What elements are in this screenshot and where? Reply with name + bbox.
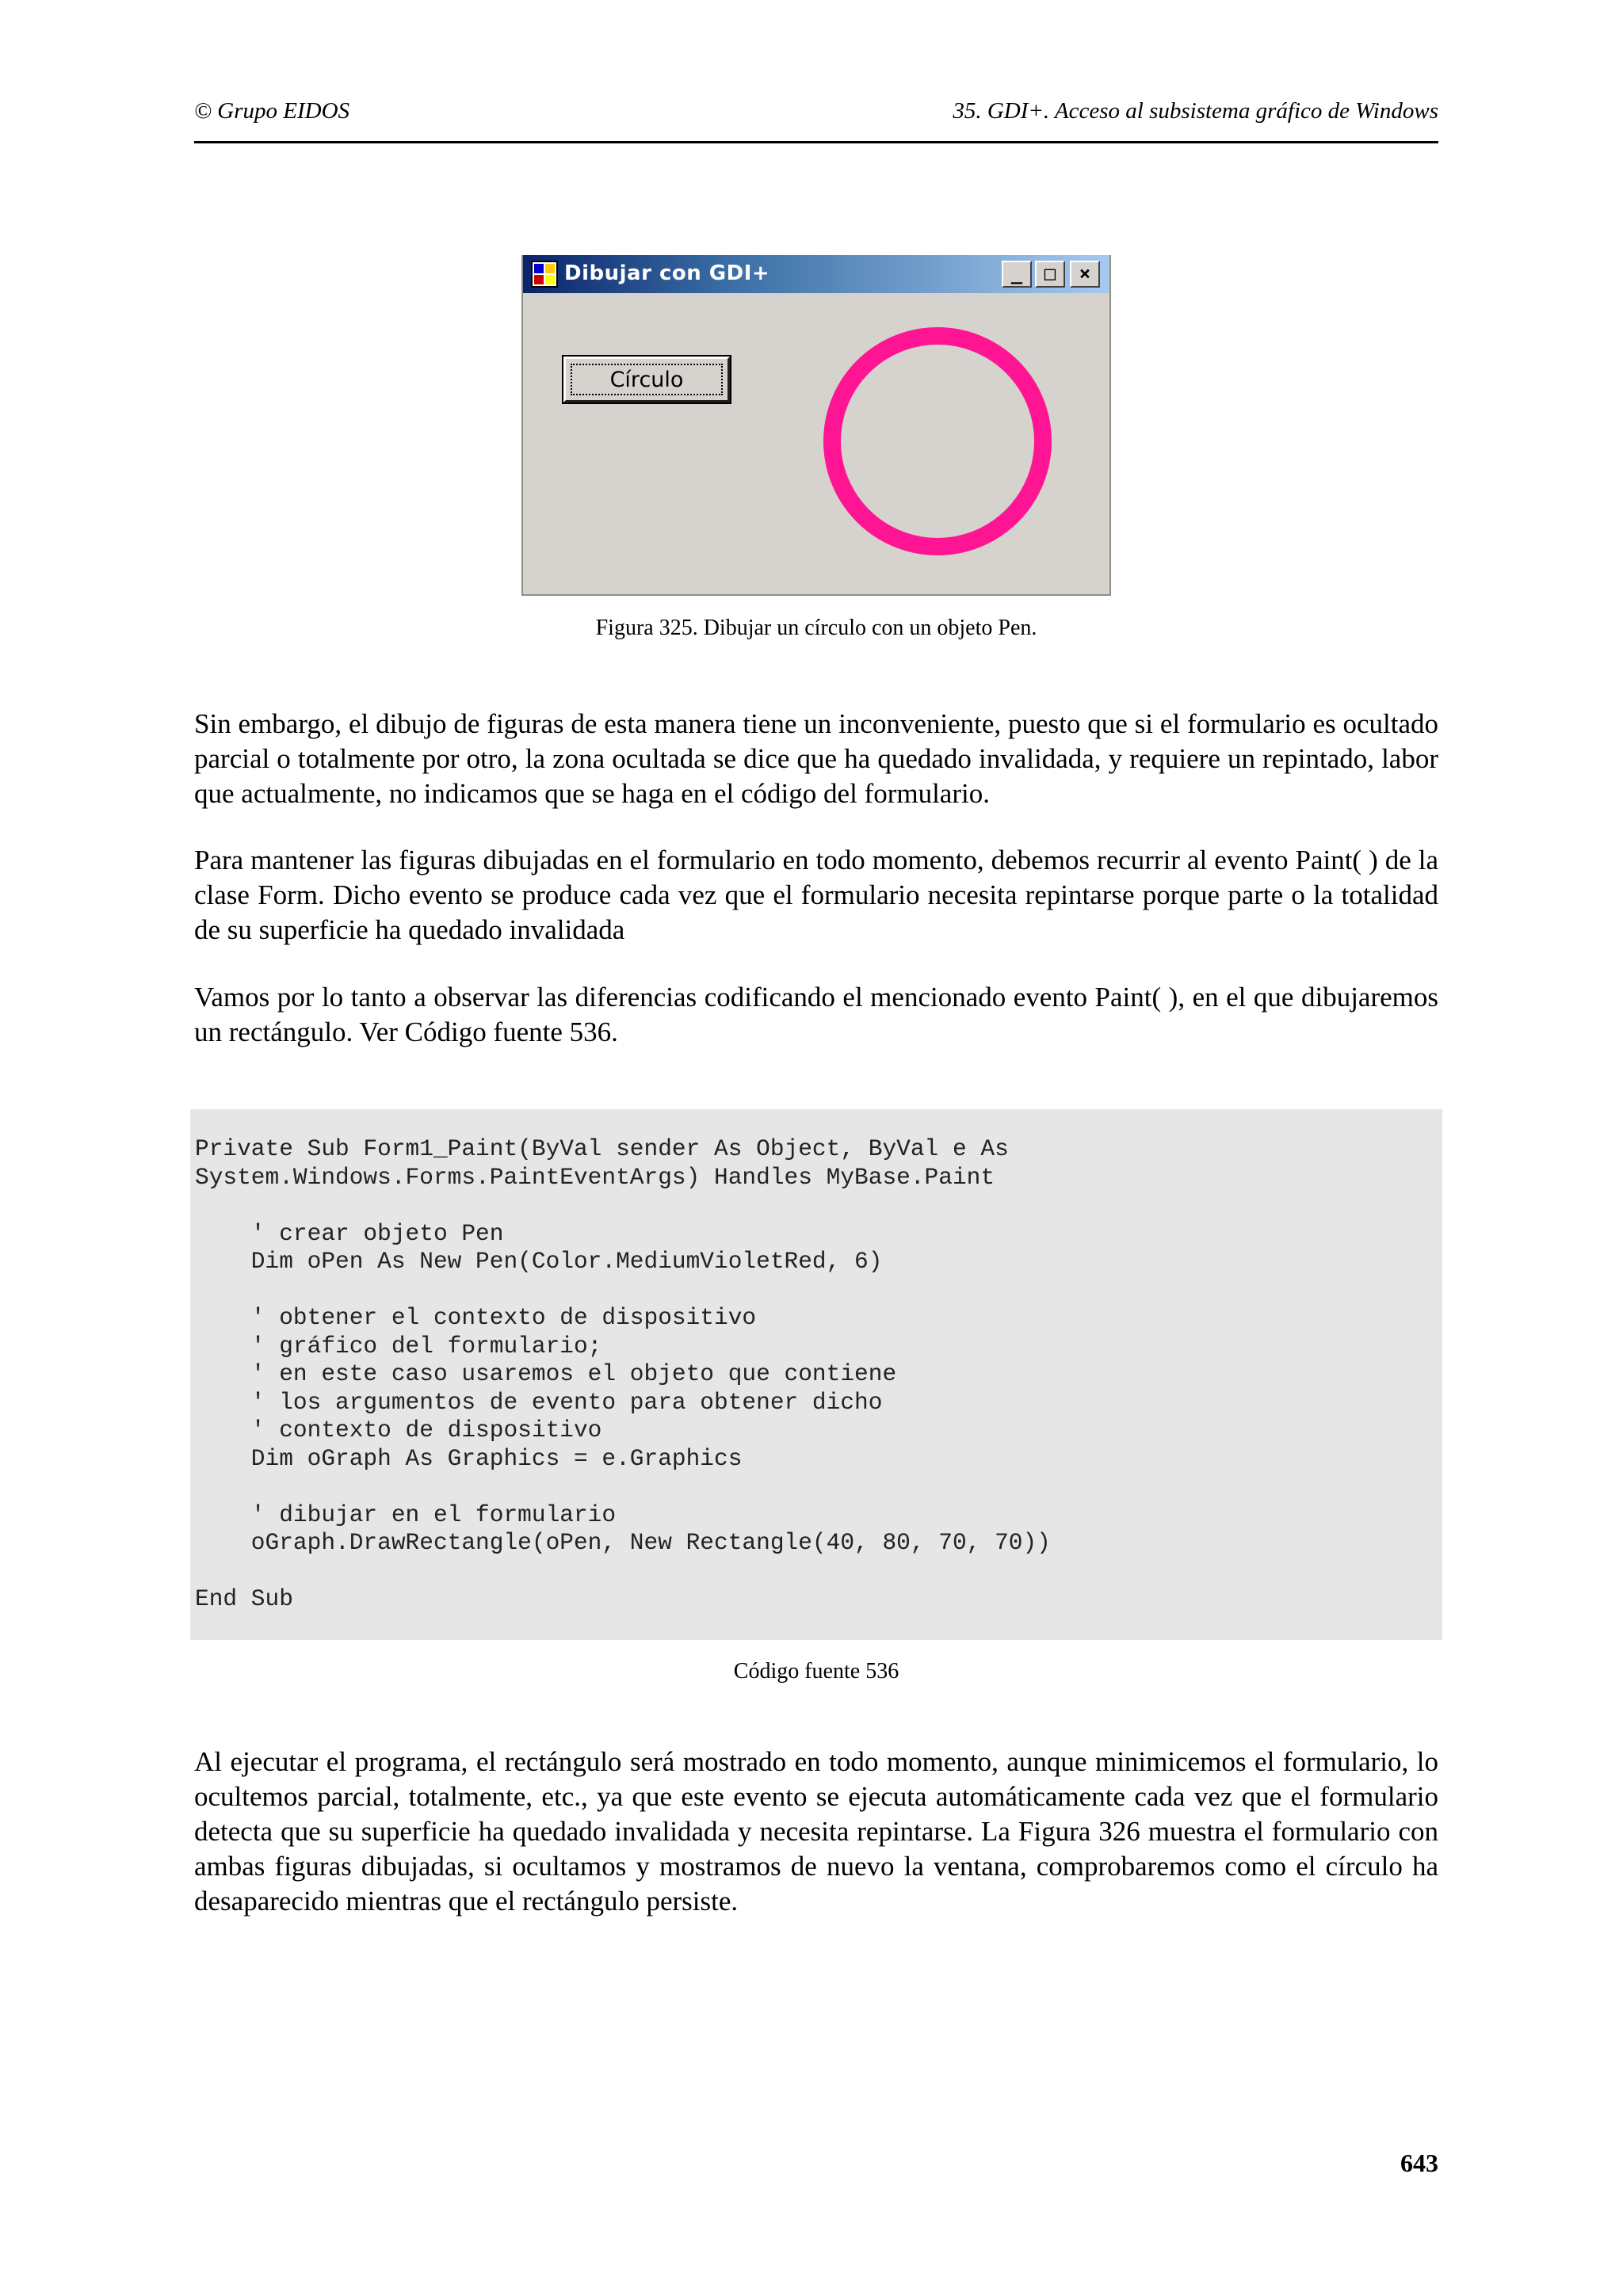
paragraph-1: Sin embargo, el dibujo de figuras de esta manera tiene un inconveniente, puesto que si el formulario es ocultado parcial o totalmente por otro, la zona ocultada se dice que ha quedado invalidada, y requiere un repintado, labor que actualmente, no indicamos que se haga en el código del formulario. <box>194 708 1438 809</box>
code-line: ' dibujar en el formulario <box>195 1501 617 1528</box>
code-caption: Código fuente 536 <box>733 1659 899 1684</box>
drawn-circle-canvas <box>523 255 1111 596</box>
drawn-circle <box>832 336 1043 547</box>
page-number: 643 <box>1400 2149 1438 2177</box>
code-listing <box>190 1109 1442 1640</box>
paragraph-3: Vamos por lo tanto a observar las diferencias codificando el mencionado evento Paint( ), en el que dibujaremos un rectángulo. Ver Código fuente 536. <box>194 982 1438 1047</box>
code-line: Private Sub Form1_Paint(ByVal sender As Object, ByVal e As <box>195 1135 1009 1162</box>
paragraph-4: Al ejecutar el programa, el rectángulo será mostrado en todo momento, aunque minimicemos el formulario, lo ocultemos parcial, totalmente, etc., ya que este evento se ejecuta automáticamente cada vez que el formulario detecta que su superficie ha quedado invalidada y necesita repintarse. La Figura 326 muestra el formulario con ambas figuras dibujadas, si ocultamos y mostramos de nuevo la ventana, comprobaremos como el círculo ha desaparecido mientras que el rectángulo persiste. <box>194 1746 1438 1917</box>
maximize-button[interactable]: □ <box>1035 261 1065 288</box>
code-line: oGraph.DrawRectangle(oPen, New Rectangle(40, 80, 70, 70)) <box>195 1529 1051 1556</box>
code-line: ' los argumentos de evento para obtener dicho <box>195 1388 883 1416</box>
code-line: End Sub <box>195 1585 293 1612</box>
figure-window-screenshot <box>521 255 1111 596</box>
minimize-button[interactable]: _ <box>1002 261 1032 288</box>
code-line: ' crear objeto Pen <box>195 1219 504 1247</box>
code-line <box>195 1192 1442 1220</box>
code-line: Dim oPen As New Pen(Color.MediumVioletRed, 6) <box>195 1248 883 1275</box>
code-line: ' obtener el contexto de dispositivo <box>195 1304 757 1331</box>
code-line <box>195 1276 1442 1305</box>
code-line: Dim oGraph As Graphics = e.Graphics <box>195 1444 743 1472</box>
paragraph-2: Para mantener las figuras dibujadas en el formulario en todo momento, debemos recurrir al evento Paint( ) de la clase Form. Dicho evento se produce cada vez que el formulario necesita repintarse porque parte o la totalidad de su superficie ha quedado invalidada <box>194 845 1438 945</box>
code-line: ' en este caso usaremos el objeto que contiene <box>195 1360 897 1387</box>
code-line <box>195 1473 1442 1501</box>
code-line: ' contexto de dispositivo <box>195 1417 602 1444</box>
header-publisher: © Grupo EIDOS <box>194 98 350 124</box>
code-line: System.Windows.Forms.PaintEventArgs) Handles MyBase.Paint <box>195 1163 995 1191</box>
close-button[interactable]: × <box>1070 261 1100 288</box>
running-header <box>194 93 1438 143</box>
header-chapter: 35. GDI+. Acceso al subsistema gráfico de Windows <box>953 98 1438 124</box>
window-title: Dibujar con GDI+ <box>564 261 770 285</box>
code-line: ' gráfico del formulario; <box>195 1332 602 1360</box>
figure-caption: Figura 325. Dibujar un círculo con un objeto Pen. <box>595 616 1037 640</box>
code-line <box>195 1558 1442 1586</box>
circle-button-label: Círculo <box>571 364 723 395</box>
